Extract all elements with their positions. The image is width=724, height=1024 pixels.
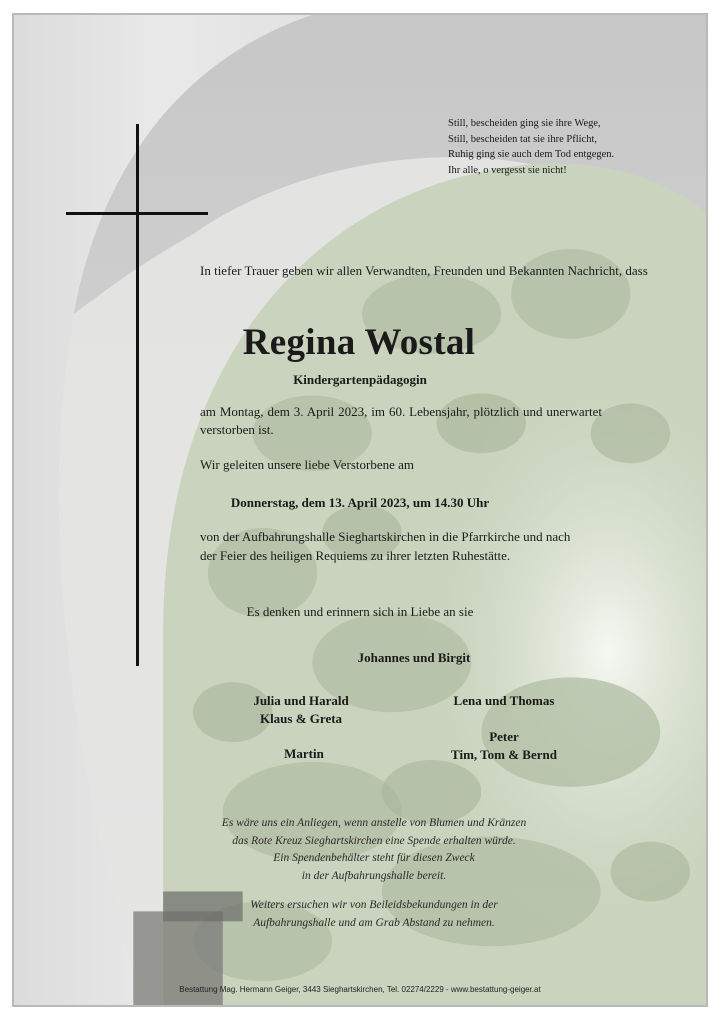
- note-line: Es wäre uns ein Anliegen, wenn anstelle von Blumen und Kränzen: [221, 817, 527, 829]
- mourner-top: Johannes und Birgit: [357, 650, 471, 665]
- note-line: Weiters ersuchen wir von Beileidsbekundungen in der: [250, 899, 498, 911]
- route-line: von der Aufbahrungshalle Sieghartskirchen in die Pfarrkirche und nach: [200, 529, 571, 544]
- note-line: in der Aufbahrungshalle bereit.: [301, 869, 447, 882]
- route-line: der Feier des heiligen Requiems zu ihrer letzten Ruhestätte.: [200, 548, 511, 563]
- obituary-card: [12, 13, 708, 1007]
- cross-icon: [136, 124, 139, 666]
- footer-text: Bestattung Mag. Hermann Geiger, 3443 Sieghartskirchen, Tel. 02274/2229 - www.bestattung-geiger.at: [179, 985, 541, 994]
- cross-icon-bar: [66, 212, 208, 215]
- poem-line: Still, bescheiden ging sie ihre Wege,: [448, 118, 601, 129]
- poem: [448, 116, 614, 178]
- route-text: [200, 527, 620, 565]
- poem-line: Still, bescheiden tat sie ihre Pflicht,: [448, 133, 598, 145]
- mourner-left-2: Martin: [284, 746, 324, 761]
- deceased-name: [14, 321, 706, 364]
- mourner-line: Julia und Harald: [253, 693, 349, 708]
- mourner-right-1: Lena und Thomas: [453, 693, 555, 708]
- mourner-group-left-1: [226, 692, 376, 728]
- escort-text: Wir geleiten unsere liebe Verstorbene am: [200, 457, 415, 472]
- mourner-right-3: Tim, Tom & Bernd: [451, 747, 557, 762]
- poem-line: Ihr alle, o vergesst sie nicht!: [448, 164, 567, 176]
- death-text: am Montag, dem 3. April 2023, im 60. Lebensjahr, plötzlich und unerwartet verstorben ist.: [200, 404, 602, 437]
- mourner-line: Klaus & Greta: [259, 711, 343, 726]
- poem-line: Ruhig ging sie auch dem Tod entgegen.: [448, 149, 615, 160]
- condolence-note: [164, 897, 584, 932]
- intro-text: In tiefer Trauer geben wir allen Verwandten, Freunden und Bekannten Nachricht, dass: [200, 263, 648, 278]
- note-line: Ein Spendenbehälter steht für diesen Zweck: [273, 852, 475, 864]
- mourner-right-2: Peter: [489, 729, 519, 744]
- note-line: das Rote Kreuz Sieghartskirchen eine Spende erhalten würde.: [232, 834, 516, 847]
- funeral-date: Donnerstag, dem 13. April 2023, um 14.30 Uhr: [230, 495, 490, 510]
- deceased-profession: Kindergartenpädagogin: [293, 372, 427, 387]
- note-line: Aufbahrungshalle und am Grab Abstand zu nehmen.: [253, 916, 495, 929]
- remember-text: Es denken und erinnern sich in Liebe an sie: [246, 604, 474, 619]
- donation-note: [164, 815, 584, 885]
- deceased-name-text: Regina Wostal: [242, 322, 476, 363]
